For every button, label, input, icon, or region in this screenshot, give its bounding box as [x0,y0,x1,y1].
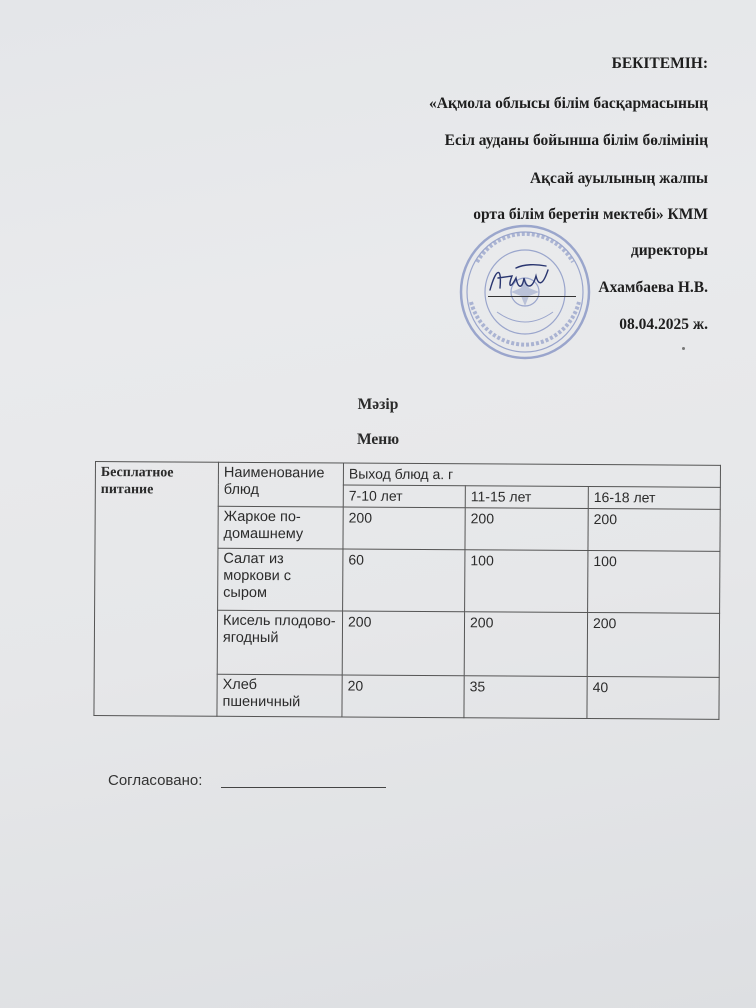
portion-value: 20 [342,675,464,718]
dish-name: Салат из моркови с сыром [218,548,343,611]
dish-name: Жаркое по-домашнему [218,506,343,549]
approval-line-4: орта білім беретін мектебі» КММ [473,206,708,223]
signature [486,260,556,300]
portion-value: 35 [464,676,587,719]
agreed-label: Согласовано: [108,772,203,789]
heading-kazakh: Мәзір [357,396,399,413]
portion-value: 200 [464,612,587,677]
approval-date: 08.04.2025 ж. [619,316,708,333]
portion-value: 40 [587,677,719,720]
menu-table [93,461,721,720]
dish-name-header: Наименование блюд [218,462,343,507]
approval-title: БЕКІТЕМІН: [611,55,708,72]
age-group-header: 7-10 лет [343,485,465,508]
portion-value: 200 [588,509,720,552]
approval-line-2: Есіл ауданы бойынша білім бөлімінің [444,132,708,149]
paper-mark [682,347,685,350]
age-group-header: 11-15 лет [465,486,588,509]
signature-line [488,296,576,297]
approval-line-3: Ақсай ауылының жалпы [529,170,708,187]
portion-value: 200 [343,507,465,550]
portion-value: 60 [343,549,465,612]
age-group-header: 16-18 лет [588,487,720,510]
heading-russian: Меню [356,431,400,448]
dish-name: Хлеб пшеничный [217,674,342,717]
signatory-name: Ахамбаева Н.В. [598,279,708,296]
agreed-signature-line [221,787,386,788]
approval-line-5: директоры [630,242,708,259]
portion-value: 100 [588,551,720,614]
portion-value: 200 [587,613,719,678]
approval-line-1: «Ақмола облысы білім басқармасының [429,95,708,112]
portion-value: 200 [342,611,464,676]
free-meal-cell: Бесплатное питание [94,462,219,717]
portion-value: 200 [465,508,588,551]
output-header: Выход блюд а. г [343,463,720,487]
portion-value: 100 [465,550,588,613]
dish-name: Кисель плодово-ягодный [217,610,342,675]
